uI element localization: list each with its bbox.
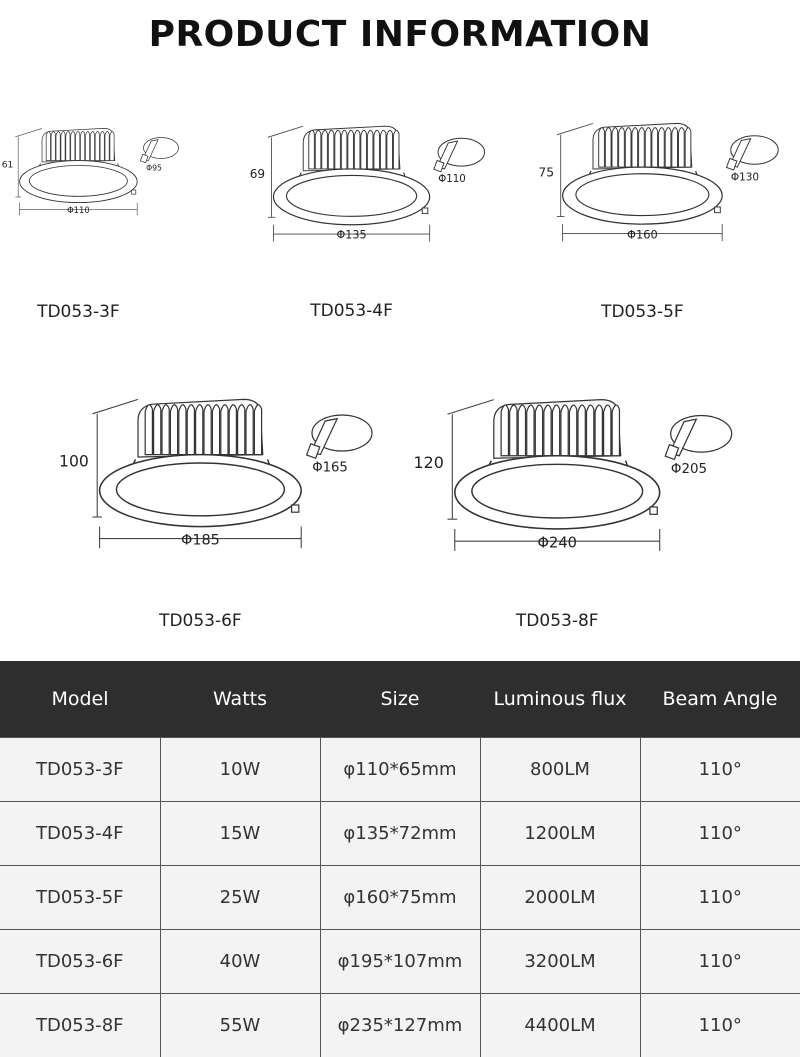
cell-watts: 15W xyxy=(160,802,320,866)
cell-luminous-flux: 2000LM xyxy=(480,866,640,930)
cell-size: φ195*107mm xyxy=(320,930,480,994)
downlight-icon xyxy=(445,385,726,592)
cell-size: φ110*65mm xyxy=(320,738,480,802)
table-row xyxy=(0,930,800,994)
diameter-dimension-label: Φ110 xyxy=(67,205,90,215)
header-size: Size xyxy=(320,661,480,738)
cell-model: TD053-8F xyxy=(0,994,160,1057)
model-label: TD053-4F xyxy=(292,301,412,321)
header-watts: Watts xyxy=(160,661,320,738)
cell-watts: 40W xyxy=(160,930,320,994)
diameter-dimension-label: Φ240 xyxy=(538,534,577,551)
table-row xyxy=(0,994,800,1057)
cutout-dimension-label: Φ95 xyxy=(146,163,162,172)
diameter-dimension-label: Φ185 xyxy=(181,533,220,549)
cell-size: φ160*75mm xyxy=(320,866,480,930)
cell-beam-angle: 110° xyxy=(640,738,800,802)
cell-size: φ235*127mm xyxy=(320,994,480,1057)
cutout-dimension-label: Φ165 xyxy=(312,460,348,475)
cell-model: TD053-5F xyxy=(0,866,160,930)
table-row xyxy=(0,802,800,866)
cell-luminous-flux: 4400LM xyxy=(480,994,640,1057)
cutout-dimension-label: Φ110 xyxy=(438,174,466,185)
height-dimension-label: 120 xyxy=(414,453,444,472)
cell-beam-angle: 110° xyxy=(640,866,800,930)
cell-model: TD053-6F xyxy=(0,930,160,994)
diameter-dimension-label: Φ160 xyxy=(627,227,658,241)
cell-model: TD053-3F xyxy=(0,738,160,802)
model-label: TD053-5F xyxy=(582,302,702,322)
downlight-icon xyxy=(90,385,366,589)
cutout-dimension-label: Φ130 xyxy=(731,171,759,183)
cell-size: φ135*72mm xyxy=(320,802,480,866)
model-label: TD053-8F xyxy=(497,611,617,631)
height-dimension-label: 100 xyxy=(59,453,89,471)
cell-luminous-flux: 3200LM xyxy=(480,930,640,994)
spec-table xyxy=(0,661,800,1057)
cell-watts: 55W xyxy=(160,994,320,1057)
cutout-dimension-label: Φ205 xyxy=(671,462,707,477)
height-dimension-label: 75 xyxy=(538,166,554,180)
cell-luminous-flux: 800LM xyxy=(480,738,640,802)
cell-beam-angle: 110° xyxy=(640,994,800,1057)
table-header-row xyxy=(0,661,800,738)
header-beam-angle: Beam Angle xyxy=(640,661,800,738)
header-luminous-flux: Luminous flux xyxy=(480,661,640,738)
downlight-icon xyxy=(266,115,480,273)
header-model: Model xyxy=(0,661,160,738)
height-dimension-label: 61 xyxy=(2,161,14,171)
downlight-icon xyxy=(555,112,774,274)
cell-beam-angle: 110° xyxy=(640,802,800,866)
cell-luminous-flux: 1200LM xyxy=(480,802,640,866)
downlight-icon xyxy=(14,120,175,239)
table-row xyxy=(0,738,800,802)
cell-model: TD053-4F xyxy=(0,802,160,866)
height-dimension-label: 69 xyxy=(250,167,265,181)
diameter-dimension-label: Φ135 xyxy=(337,229,367,242)
cell-beam-angle: 110° xyxy=(640,930,800,994)
cell-watts: 10W xyxy=(160,738,320,802)
table-row xyxy=(0,866,800,930)
cell-watts: 25W xyxy=(160,866,320,930)
page-title: PRODUCT INFORMATION xyxy=(0,14,800,55)
model-label: TD053-3F xyxy=(18,302,138,322)
model-label: TD053-6F xyxy=(140,611,260,631)
